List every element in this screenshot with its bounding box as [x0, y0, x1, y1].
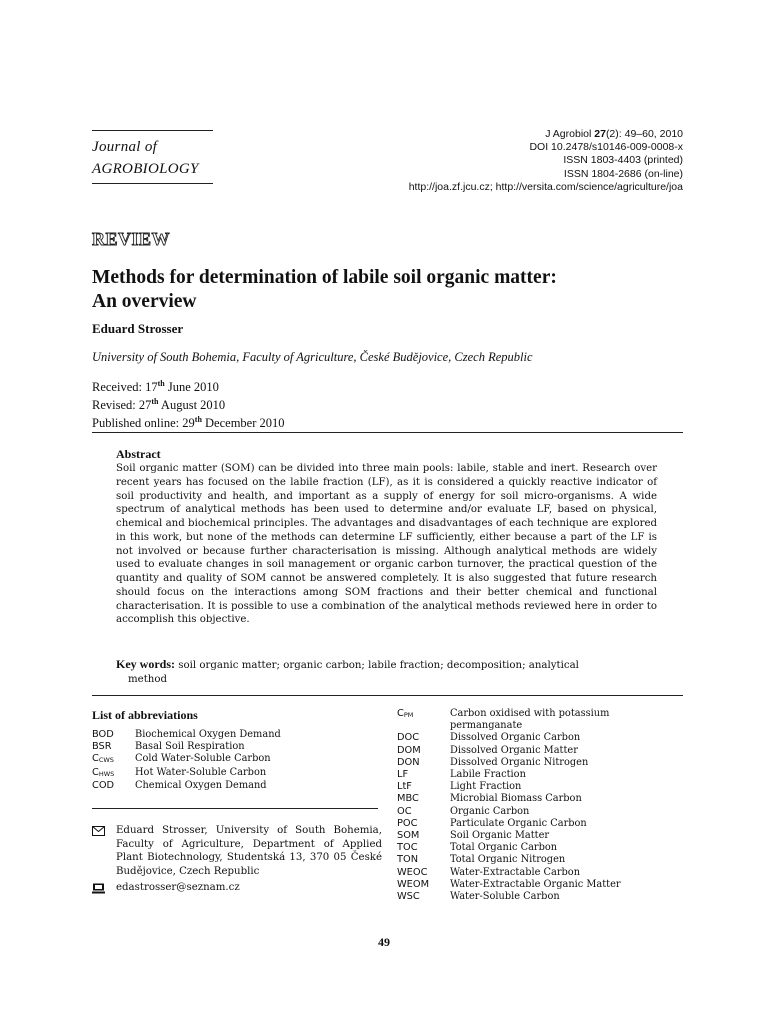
abbreviations-heading: List of abbreviations: [92, 708, 198, 722]
abbreviation-term: LtF: [397, 781, 412, 793]
citation-issn-online: ISSN 1804-2686 (on-line): [563, 167, 683, 180]
abbreviation-definition: Biochemical Oxygen Demand: [135, 729, 281, 740]
abbreviation-row: [397, 793, 637, 805]
abbreviation-definition: Hot Water-Soluble Carbon: [135, 766, 267, 778]
article-title-line1: Methods for determination of labile soil organic matter:: [92, 267, 557, 288]
abbreviation-definition: Cold Water-Soluble Carbon: [135, 753, 271, 765]
abbreviation-term: CCWS: [92, 753, 114, 765]
abbreviation-definition: Basal Soil Respiration: [135, 741, 245, 753]
keywords-line2: method: [128, 673, 167, 685]
abbreviation-definition: Labile Fraction: [450, 769, 526, 781]
abbreviation-definition: Water-Soluble Carbon: [450, 891, 560, 903]
abbreviation-row: [397, 781, 637, 793]
abbreviation-row: [397, 879, 637, 891]
abbreviation-term: SOM: [397, 830, 420, 842]
abbreviation-definition: Dissolved Organic Matter: [450, 744, 578, 756]
author-affiliation: University of South Bohemia, Faculty of Agriculture, České Budějovice, Czech Republic: [92, 350, 533, 364]
article-title: [92, 266, 692, 314]
abbreviation-row: [92, 729, 281, 741]
citation-block: [409, 128, 683, 194]
abbreviation-term: TON: [397, 854, 419, 866]
revised-date: Revised: 27th August 2010: [92, 396, 226, 412]
abbreviation-row: [397, 867, 637, 879]
abbreviation-row: [397, 842, 637, 854]
author-name: Eduard Strosser: [92, 321, 184, 336]
abbreviation-row: [397, 891, 637, 903]
journal-top-rule: [92, 130, 213, 131]
abbreviation-row: [397, 818, 637, 830]
contact-email[interactable]: edastrosser@seznam.cz: [116, 882, 240, 894]
abbreviation-definition: Total Organic Nitrogen: [450, 854, 566, 866]
abbreviation-term: OC: [397, 805, 412, 817]
abbreviation-definition: Water-Extractable Carbon: [450, 866, 581, 878]
envelope-icon: [92, 824, 105, 841]
contact-address: Eduard Strosser, University of South Bohemia, Faculty of Agriculture, Department of Applied Plant Biotechnology, Studentská 13, 370 05 České Budějovice, Czech Republic: [92, 824, 382, 878]
article-dates: [92, 377, 285, 430]
article-title-line2: An overview: [92, 291, 197, 312]
contact-divider: [92, 808, 378, 809]
abbreviation-row: [397, 769, 637, 781]
abbreviation-term: DOM: [397, 744, 421, 756]
abbreviation-definition: Dissolved Organic Nitrogen: [450, 756, 589, 768]
keywords: [116, 658, 657, 686]
journal-name: [92, 136, 199, 180]
abbreviation-term: CPM: [397, 708, 414, 719]
keywords-line1: Key words: soil organic matter; organic carbon; labile fraction; decomposition; analytical: [116, 657, 579, 671]
journal-name-line1: Journal of: [92, 139, 158, 155]
footnote-divider: [92, 695, 683, 696]
abbreviation-definition: Light Fraction: [450, 781, 522, 793]
abbreviation-row: [397, 708, 637, 732]
abbreviation-row: [92, 767, 281, 780]
abbreviation-row: [397, 745, 637, 757]
abbreviation-term: BOD: [92, 729, 114, 740]
abbreviation-definition: Carbon oxidised with potassium permanganate: [450, 708, 610, 732]
abbreviation-term: CHWS: [92, 766, 115, 778]
computer-icon: [92, 881, 105, 899]
abbreviation-row: [92, 753, 281, 766]
abbreviation-term: COD: [92, 779, 115, 791]
section-label: REVIEW: [92, 229, 171, 249]
abbreviation-definition: Microbial Biomass Carbon: [450, 793, 582, 805]
citation-issn-print: ISSN 1803-4403 (printed): [563, 154, 683, 167]
abbreviation-definition: Total Organic Carbon: [450, 842, 558, 854]
abbreviation-term: DON: [397, 756, 420, 768]
abbreviation-row: [92, 741, 281, 753]
abbreviation-term: TOC: [397, 842, 418, 854]
journal-bottom-rule: [92, 183, 213, 184]
abbreviation-row: [397, 732, 637, 744]
abbreviations-right-list: [397, 708, 637, 903]
citation-urls[interactable]: http://joa.zf.jcu.cz; http://versita.com/science/agriculture/joa: [408, 180, 683, 193]
journal-name-line2: AGROBIOLOGY: [92, 161, 199, 177]
abbreviation-definition: Soil Organic Matter: [450, 830, 550, 842]
abbreviation-definition: Dissolved Organic Carbon: [450, 732, 581, 744]
abbreviation-term: LF: [397, 769, 409, 781]
received-date: Received: 17th June 2010: [92, 379, 219, 395]
abstract-text: Soil organic matter (SOM) can be divided into three main pools: labile, stable and inert. Research over recent years has focused on the labile fraction (LF), as it is considered a quickly reactive indicator of soil productivity and health, and important as a supply of energy for soil micro-organisms. A wide spectrum of analytical methods has been used to determine and/or evaluate LF, based on physical, chemical and biochemical principles. The advantages and disadvantages of each technique are explored in this work, but none of the methods can determine LF sufficiently, either because a part of the LF is not involved or because further characterisation is missing. Although analytical methods are widely used to evaluate changes in soil management or organic carbon turnover, the practical question of the quantity and quality of SOM cannot be answered completely. It is also suggested that future research should focus on the interactions among SOM fractions and their better chemical and functional characterisation. It is possible to use a combination of the analytical methods reviewed here in order to accomplish this objective.: [116, 463, 657, 626]
abbreviation-term: WEOM: [397, 878, 430, 890]
abbreviation-term: DOC: [397, 732, 420, 744]
abbreviation-row: [397, 757, 637, 769]
citation-doi: DOI 10.2478/s10146-009-0008-x: [529, 141, 683, 154]
abbreviation-term: WSC: [397, 891, 420, 903]
abbreviation-term: BSR: [92, 741, 112, 753]
abbreviation-term: POC: [397, 817, 418, 829]
abbreviation-row: [397, 854, 637, 866]
abbreviation-row: [397, 806, 637, 818]
contact-block: [92, 824, 382, 895]
abstract-heading: Abstract: [116, 447, 161, 461]
abbreviation-definition: Organic Carbon: [450, 805, 530, 817]
abbreviation-definition: Chemical Oxygen Demand: [135, 779, 267, 791]
abbreviation-term: MBC: [397, 793, 419, 805]
abbreviations-left-list: [92, 729, 281, 792]
abbreviation-row: [92, 780, 281, 792]
page-number: 49: [378, 935, 390, 949]
abbreviation-row: [397, 830, 637, 842]
abbreviation-definition: Particulate Organic Carbon: [450, 817, 587, 829]
abbreviation-definition: Water-Extractable Organic Matter: [450, 878, 621, 890]
citation-ref: J Agrobiol 27(2): 49–60, 2010: [545, 128, 683, 140]
abstract-divider: [92, 432, 683, 433]
keywords-label: Key words:: [116, 657, 175, 671]
abbreviation-term: WEOC: [397, 866, 428, 878]
contact-email-row: [92, 881, 382, 895]
published-date: Published online: 29th December 2010: [92, 414, 285, 430]
